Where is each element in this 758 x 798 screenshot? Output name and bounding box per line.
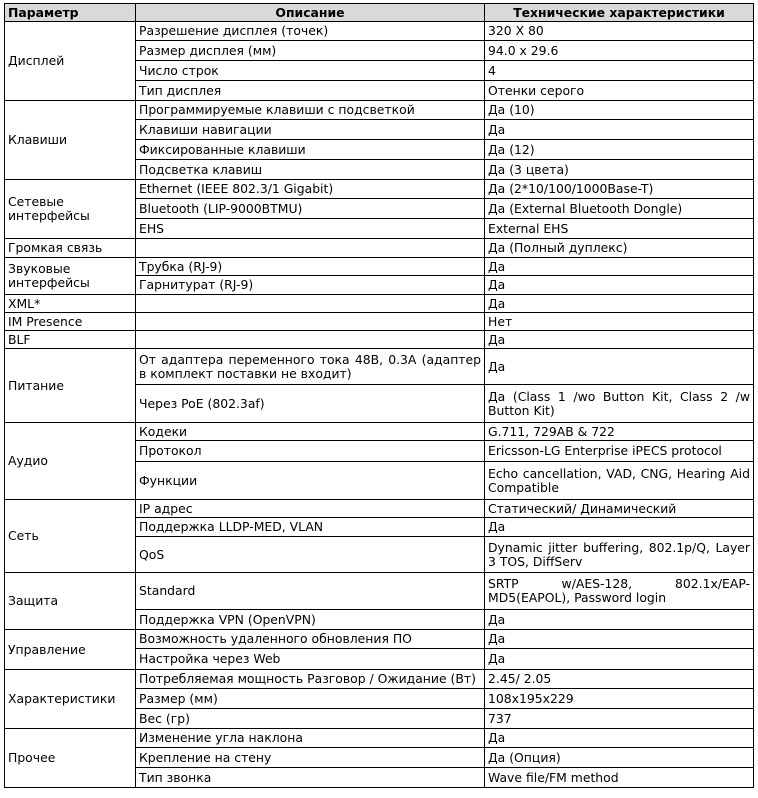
value-cell: Да (2*10/100/1000Base-T)	[485, 180, 754, 199]
value-cell: Ericsson-LG Enterprise iPECS protocol	[485, 441, 754, 462]
table-row	[5, 101, 754, 120]
value-cell: Да	[485, 120, 754, 140]
description-cell: Клавиши навигации	[136, 120, 485, 140]
value-cell: Да	[485, 630, 754, 649]
value-cell: Нет	[485, 313, 754, 331]
description-cell: Гарнитурат (RJ-9)	[136, 276, 485, 295]
value-cell: Да (Опция)	[485, 748, 754, 768]
description-cell: Ethernet (IEEE 802.3/1 Gigabit)	[136, 180, 485, 199]
value-cell: Да	[485, 331, 754, 349]
description-cell: Bluetooth (LIP-9000BTMU)	[136, 199, 485, 219]
description-cell: От адаптера переменного тока 48В, 0.3А (адаптер в комплект поставки не входит)	[136, 349, 485, 385]
value-cell: Да	[485, 610, 754, 630]
value-cell: Да	[485, 349, 754, 385]
value-cell: SRTP w/AES-128, 802.1x/EAP-MD5(EAPOL), Password login	[485, 573, 754, 610]
spec-table	[4, 3, 754, 788]
value-cell: Отенки серого	[485, 81, 754, 101]
description-cell: Возможность удаленного обновления ПО	[136, 630, 485, 649]
value-cell: Да (Полный дуплекс)	[485, 239, 754, 258]
description-cell: Размер дисплея (мм)	[136, 41, 485, 61]
description-cell	[136, 295, 485, 313]
description-cell: Крепление на стену	[136, 748, 485, 768]
description-cell: Кодеки	[136, 423, 485, 441]
description-cell: QoS	[136, 537, 485, 573]
value-cell: Да (12)	[485, 140, 754, 160]
header-description: Описание	[136, 4, 485, 22]
value-cell: 737	[485, 709, 754, 729]
description-cell: Настройка через Web	[136, 649, 485, 670]
group-cell: Аудио	[5, 423, 136, 500]
description-cell: Фиксированные клавиши	[136, 140, 485, 160]
value-cell: Да	[485, 729, 754, 748]
table-row	[5, 180, 754, 199]
group-cell: Питание	[5, 349, 136, 423]
description-cell: EHS	[136, 219, 485, 239]
value-cell: Да (3 цвета)	[485, 160, 754, 180]
value-cell: Да	[485, 258, 754, 276]
value-cell: Да (10)	[485, 101, 754, 120]
header-row	[5, 4, 754, 22]
table-row	[5, 331, 754, 349]
table-row	[5, 630, 754, 649]
table-row	[5, 22, 754, 41]
description-cell: Число строк	[136, 61, 485, 81]
description-cell: Standard	[136, 573, 485, 610]
group-cell: Дисплей	[5, 22, 136, 101]
table-row	[5, 670, 754, 689]
value-cell: Да	[485, 295, 754, 313]
value-cell: Статический/ Динамический	[485, 500, 754, 518]
table-row	[5, 349, 754, 385]
group-cell: Клавиши	[5, 101, 136, 180]
value-cell: 320 X 80	[485, 22, 754, 41]
description-cell: Тип звонка	[136, 768, 485, 788]
header-specifications: Технические характеристики	[485, 4, 754, 22]
description-cell	[136, 239, 485, 258]
group-cell: Прочее	[5, 729, 136, 788]
description-cell: Поддержка VPN (OpenVPN)	[136, 610, 485, 630]
value-cell: Да	[485, 276, 754, 295]
group-cell: Громкая связь	[5, 239, 136, 258]
value-cell: Да (Class 1 /wo Button Kit, Class 2 /w Button Kit)	[485, 385, 754, 423]
table-row	[5, 313, 754, 331]
description-cell: Вес (гр)	[136, 709, 485, 729]
description-cell: Через PoE (802.3af)	[136, 385, 485, 423]
description-cell: Трубка (RJ-9)	[136, 258, 485, 276]
group-cell: Сеть	[5, 500, 136, 573]
group-cell: Сетевые интерфейсы	[5, 180, 136, 239]
value-cell: 2.45/ 2.05	[485, 670, 754, 689]
description-cell: Подсветка клавиш	[136, 160, 485, 180]
value-cell: Да	[485, 649, 754, 670]
group-cell: BLF	[5, 331, 136, 349]
value-cell: Dynamic jitter buffering, 802.1p/Q, Layer 3 TOS, DiffServ	[485, 537, 754, 573]
value-cell: Echo cancellation, VAD, CNG, Hearing Aid Compatible	[485, 462, 754, 500]
value-cell: G.711, 729AB & 722	[485, 423, 754, 441]
description-cell: Изменение угла наклона	[136, 729, 485, 748]
group-cell: IM Presence	[5, 313, 136, 331]
group-cell: Управление	[5, 630, 136, 670]
group-cell: XML*	[5, 295, 136, 313]
table-row	[5, 500, 754, 518]
description-cell: Протокол	[136, 441, 485, 462]
value-cell: Да (External Bluetooth Dongle)	[485, 199, 754, 219]
table-row	[5, 239, 754, 258]
value-cell: 94.0 x 29.6	[485, 41, 754, 61]
group-cell: Защита	[5, 573, 136, 630]
description-cell: IP адрес	[136, 500, 485, 518]
group-cell: Звуковые интерфейсы	[5, 258, 136, 295]
description-cell: Разрешение дисплея (точек)	[136, 22, 485, 41]
value-cell: 4	[485, 61, 754, 81]
header-parameter: Параметр	[5, 4, 136, 22]
description-cell: Программируемые клавиши с подсветкой	[136, 101, 485, 120]
table-row	[5, 258, 754, 276]
description-cell: Тип дисплея	[136, 81, 485, 101]
value-cell: Wave file/FM method	[485, 768, 754, 788]
description-cell: Функции	[136, 462, 485, 500]
value-cell: Да	[485, 518, 754, 537]
description-cell: Поддержка LLDP-MED, VLAN	[136, 518, 485, 537]
description-cell: Размер (мм)	[136, 689, 485, 709]
table-row	[5, 295, 754, 313]
value-cell: 108x195x229	[485, 689, 754, 709]
table-row	[5, 573, 754, 610]
description-cell: Потребляемая мощность Разговор / Ожидание (Вт)	[136, 670, 485, 689]
description-cell	[136, 313, 485, 331]
value-cell: External EHS	[485, 219, 754, 239]
group-cell: Характеристики	[5, 670, 136, 729]
table-row	[5, 423, 754, 441]
description-cell	[136, 331, 485, 349]
table-row	[5, 729, 754, 748]
